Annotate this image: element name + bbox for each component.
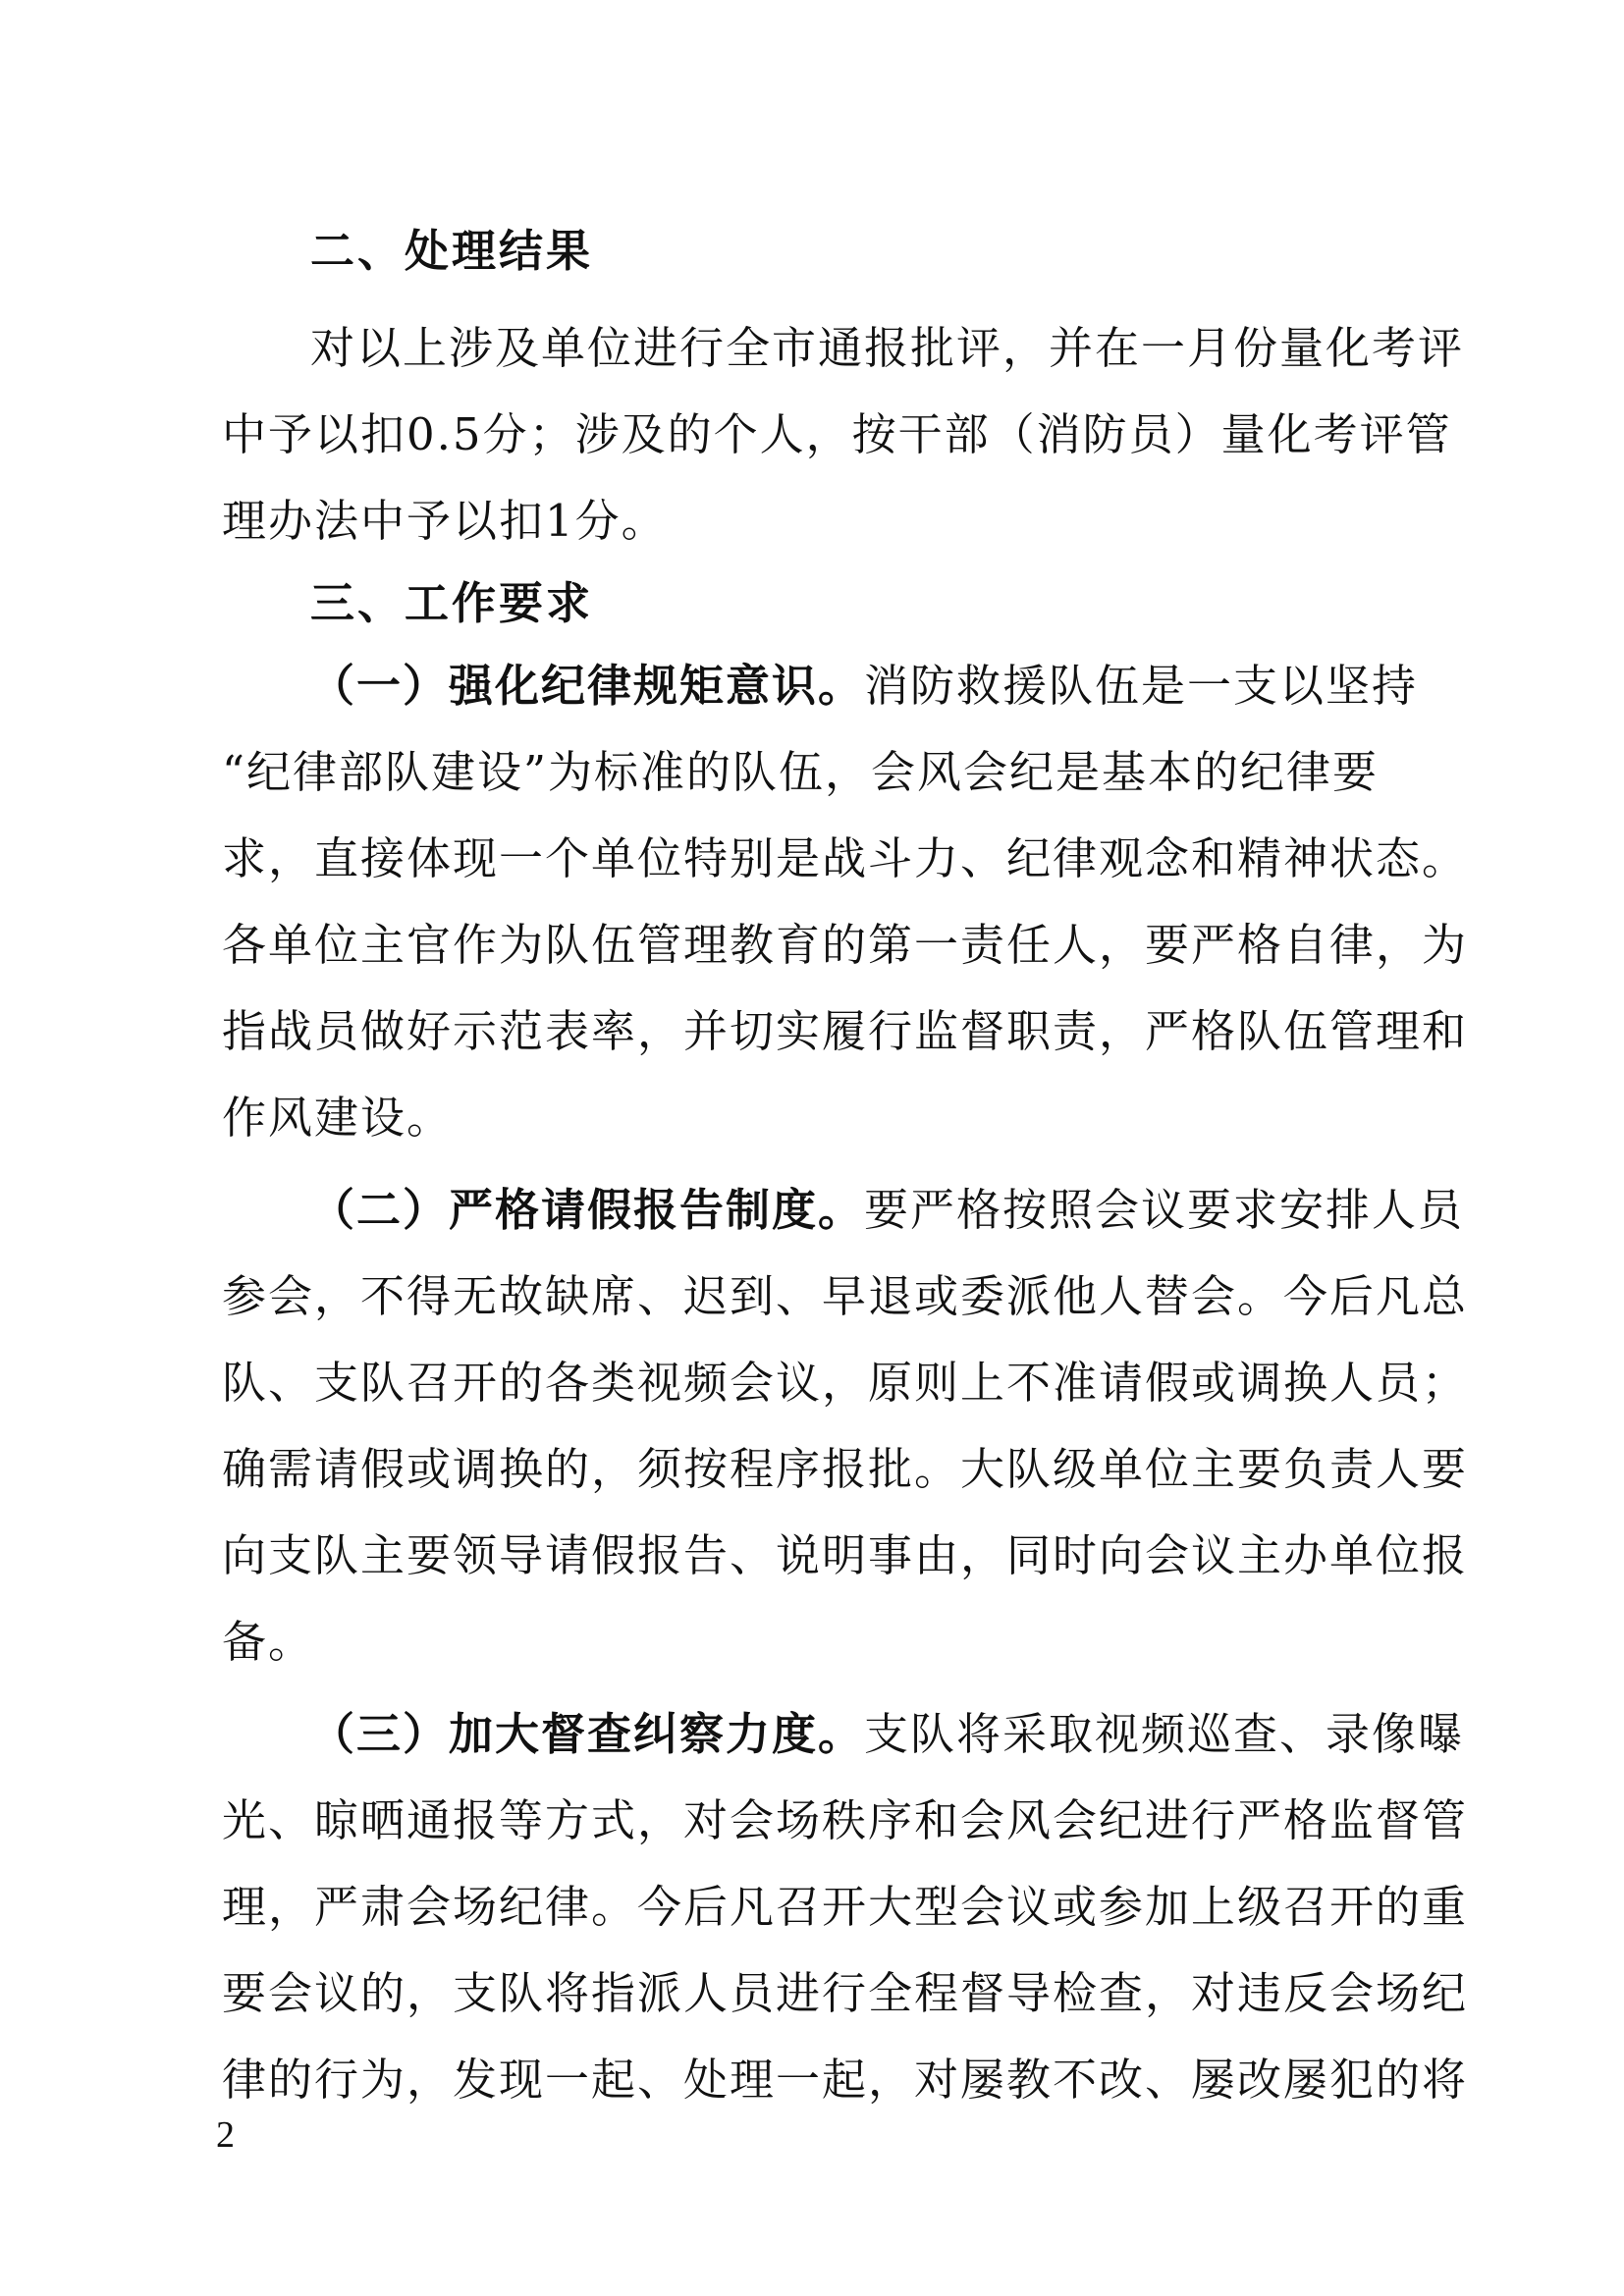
- paragraph-line: 求，直接体现一个单位特别是战斗力、纪律观念和精神状态。: [222, 832, 1469, 884]
- paragraph-line: “纪律部队建设”为标准的队伍，会风会纪是基本的纪律要: [222, 746, 1380, 798]
- paragraph-line: 光、晾晒通报等方式，对会场秩序和会风会纪进行严格监督管: [222, 1794, 1469, 1846]
- paragraph-line: 队、支队召开的各类视频会议，原则上不准请假或调换人员；: [222, 1357, 1469, 1409]
- section-heading-results: 二、处理结果: [310, 225, 594, 277]
- item-text: 支队将采取视频巡查、录像曝: [864, 1708, 1465, 1760]
- paragraph-line: 理，严肃会场纪律。今后凡召开大型会议或参加上级召开的重: [222, 1881, 1469, 1933]
- paragraph-line: 向支队主要领导请假报告、说明事由，同时向会议主办单位报: [222, 1529, 1469, 1581]
- paragraph-line: 备。: [222, 1616, 315, 1668]
- paragraph-line: [310, 643, 1419, 729]
- paragraph-line: 作风建设。: [222, 1092, 454, 1144]
- paragraph-line: 对以上涉及单位进行全市通报批评，并在一月份量化考评: [310, 322, 1465, 374]
- item-text: 要严格按照会议要求安排人员: [864, 1184, 1465, 1236]
- item-lead-inspection: （三）加大督查纠察力度。: [310, 1708, 865, 1760]
- paragraph-line: 确需请假或调换的，须按程序报批。大队级单位主要负责人要: [222, 1443, 1469, 1495]
- paragraph-line: 要会议的，支队将指派人员进行全程督导检查，对违反会场纪: [222, 1967, 1469, 2019]
- paragraph-line: 指战员做好示范表率，并切实履行监督职责，严格队伍管理和: [222, 1005, 1469, 1057]
- paragraph-line: 中予以扣0.5分；涉及的个人，按干部（消防员）量化考评管: [222, 408, 1452, 460]
- paragraph-line: [310, 1691, 1465, 1778]
- paragraph-line: [310, 1167, 1465, 1254]
- item-text: 消防救援队伍是一支以坚持: [864, 660, 1419, 712]
- section-heading-requirements: 三、工作要求: [310, 577, 594, 629]
- item-lead-discipline: （一）强化纪律规矩意识。: [310, 660, 865, 712]
- paragraph-line: 各单位主官作为队伍管理教育的第一责任人，要严格自律，为: [222, 919, 1469, 971]
- paragraph-line: 参会，不得无故缺席、迟到、早退或委派他人替会。今后凡总: [222, 1270, 1469, 1322]
- paragraph-line: 理办法中予以扣1分。: [222, 495, 668, 547]
- paragraph-line: 律的行为，发现一起、处理一起，对屡教不改、屡改屡犯的将: [222, 2054, 1469, 2106]
- item-lead-leave: （二）严格请假报告制度。: [310, 1184, 865, 1236]
- page-number: 2: [216, 2114, 235, 2156]
